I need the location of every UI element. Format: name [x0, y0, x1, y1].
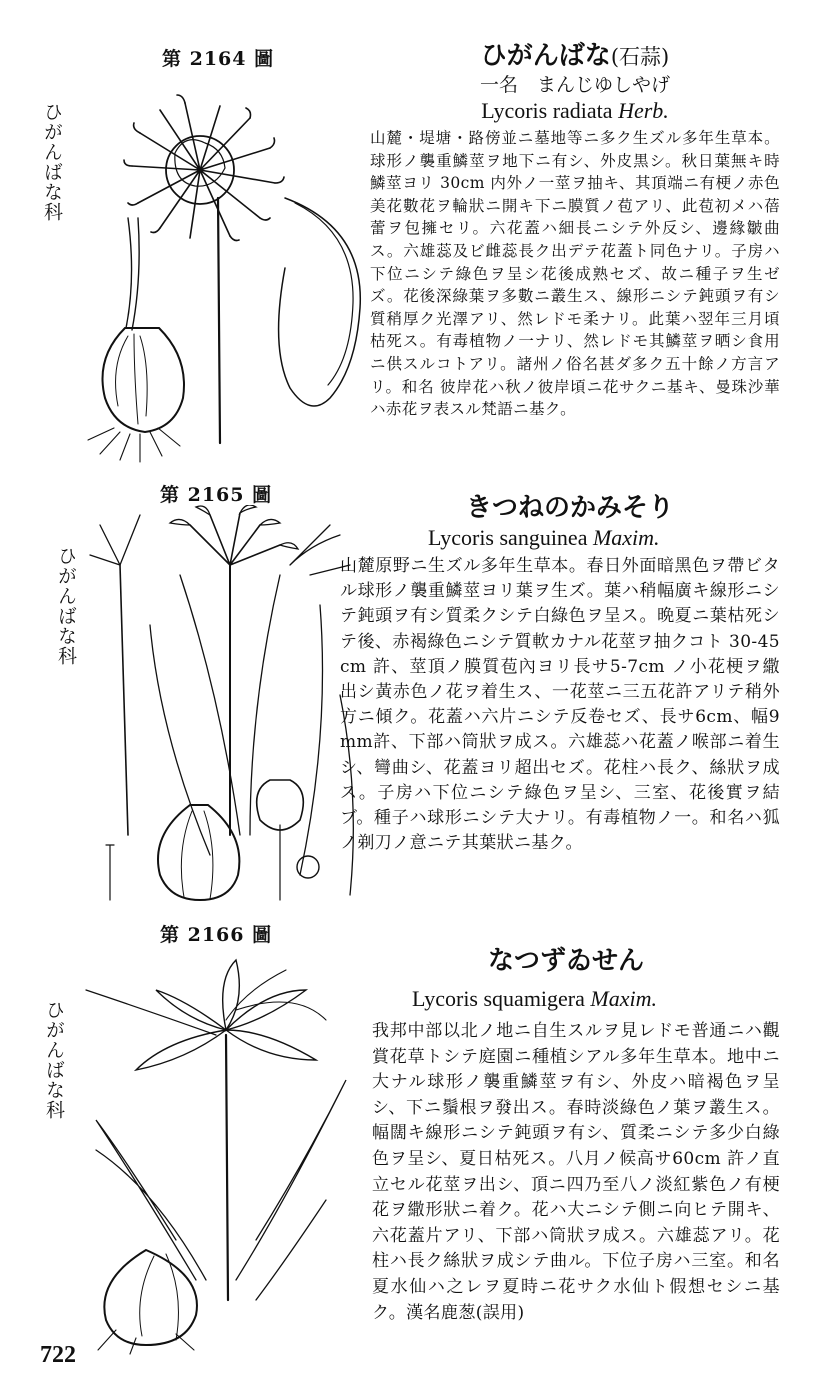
- scientific-name-2165: [340, 524, 780, 552]
- japanese-name: きつねのかみそり: [466, 493, 675, 523]
- genus-species: Lycoris sanguinea: [428, 525, 588, 550]
- illustration-lycoris-sanguinea: [80, 505, 370, 905]
- author-abbreviation: Herb.: [618, 98, 669, 123]
- entry-title-2164: [370, 40, 780, 73]
- entry-2165: [340, 492, 780, 856]
- author-abbreviation: Maxim.: [592, 525, 660, 550]
- japanese-name: ひがんばな: [480, 41, 611, 71]
- genus-species: Lycoris squamigera: [412, 986, 585, 1011]
- flower-head: [124, 95, 284, 241]
- kanji-name: (石蒜): [610, 45, 670, 69]
- page-number: 722: [40, 1342, 76, 1368]
- japanese-name: なつずゐせん: [488, 946, 645, 976]
- leaf-ribbon: [279, 198, 361, 406]
- entry-2166: [372, 945, 780, 1326]
- scientific-name-2166: [372, 985, 780, 1013]
- flower-cluster: [90, 505, 350, 575]
- leaves: [150, 575, 353, 895]
- figure-number-2164: 第 2164 圖: [162, 48, 275, 70]
- leaves: [96, 1080, 346, 1300]
- illustration-lycoris-squamigera: [76, 950, 366, 1355]
- flower-cluster: [136, 960, 326, 1070]
- bulb: [98, 1250, 197, 1354]
- description-2166: 我邦中部以北ノ地ニ自生スルヲ見レドモ普通ニハ觀賞花草トシテ庭園ニ種植シアル多年生草本。地中ニ大ナル球形ノ襲重鱗莖ヲ有シ、外皮ハ暗褐色ヲ呈シ、下ニ鬚根ヲ發出ス。春時淡綠色ノ葉ヲ叢生ス。幅闊キ線形ニシテ鈍頭ヲ有シ、質柔ニシテ多少白綠色ヲ呈シ、夏日枯死ス。八月ノ候高サ60cm 許ノ直立セル花莖ヲ出シ、頂ニ四乃至八ノ淡紅紫色ノ有梗花ヲ繖形狀ニ着ク。花ハ大ニシテ側ニ向ヒテ開キ、六花蓋片アリ、下部ハ筒狀ヲ成ス。六雄蕊アリ。花柱ハ長ク絲狀ヲ成シテ曲ル。下位子房ハ三室。和名夏水仙ハ之レヲ夏時ニ花サク水仙ト假想セシニ基ク。漢名鹿葱(誤用): [372, 1021, 780, 1323]
- description-2164: 山麓・堤塘・路傍並ニ墓地等ニ多ク生ズル多年生草本。球形ノ襲重鱗莖ヲ地下ニ有シ、外皮黒シ。秋日葉無キ時鱗莖ヨリ 30cm 内外ノ一莖ヲ抽キ、其頂端ニ有梗ノ赤色美花數花ヲ輪狀ニ開キ下ニ膜質ノ苞アリ、此苞初メハ蓓蕾ヲ包擁セリ。六花蓋ハ細長ニシテ外反シ、邊緣皺曲ス。六雄蕊及ビ雌蕊長ク出デテ花蓋ト同色ナリ。子房ハ下位ニシテ綠色ヲ呈シ花後成熟セズ、故ニ種子ヲ生ゼズ。花後深綠葉ヲ多數ニ叢生ス、線形ニシテ鈍頭ヲ有シ質稍厚ク光澤アリ、然レドモ柔ナリ。此葉ハ翌年三月頃枯死ス。有毒植物ノ一ナリ、然レドモ其鱗莖ヲ晒シ食用ニ供スルコトアリ。諸州ノ俗名甚ダ多ク五十餘ノ方言アリ。和名 彼岸花ハ秋ノ彼岸頃ニ花サクニ基キ、曼珠沙華ハ赤花ヲ表スル梵語ニ基ク。: [370, 129, 780, 419]
- figure-number-2166: 第 2166 圖: [160, 924, 273, 946]
- seed-pod: [257, 780, 319, 900]
- family-label-2166: ひがんばな科: [43, 1000, 65, 1120]
- description-2165: 山麓原野ニ生ズル多年生草本。春日外面暗黑色ヲ帶ビタル球形ノ襲重鱗莖ヨリ葉ヲ生ズ。葉ハ稍幅廣キ線形ニシテ鈍頭ヲ有シ質柔クシテ白綠色ヲ呈ス。晩夏ニ葉枯死シテ後、赤褐綠色ニシテ質軟カナル花莖ヲ抽クコト 30-45cm 許、莖頂ノ膜質苞內ヨリ長サ5-7cm ノ小花梗ヲ繖出シ黃赤色ノ花ヲ着生ス、一花莖ニ三五花許アリテ稍外方ニ傾ク。花蓋ハ六片ニシテ反卷セズ、長サ6cm、幅9mm許、下部ハ筒狀ヲ成ス。六雄蕊ハ花蓋ノ喉部ニ着生シ、彎曲シ、花蓋ヨリ超出セズ。花柱ハ長ク、絲狀ヲ成ス。子房ハ下位ニシテ綠色ヲ呈シ、三室、花後實ヲ結ブ。種子ハ球形ニシテ大ナリ。有毒植物ノ一。和名ハ狐ノ剃刀ノ意ニテ其葉狀ニ基ク。: [340, 556, 780, 854]
- stamen-detail: [106, 845, 114, 900]
- scientific-name-2164: [370, 97, 780, 125]
- entry-2164: [370, 40, 780, 421]
- genus-species: Lycoris radiata: [481, 98, 613, 123]
- family-label-2164: ひがんばな科: [41, 102, 63, 222]
- flower-stalk: [218, 198, 220, 443]
- alternate-name: 一名 まんじゆしやげ: [479, 74, 670, 96]
- figure-number-2165: 第 2165 圖: [160, 484, 273, 506]
- flower-stalk: [226, 1035, 228, 1300]
- bulb: [88, 218, 184, 462]
- bulb: [158, 805, 239, 900]
- family-label-2165: ひがんばな科: [55, 546, 77, 666]
- author-abbreviation: Maxim.: [590, 986, 657, 1011]
- illustration-lycoris-radiata: [80, 78, 380, 463]
